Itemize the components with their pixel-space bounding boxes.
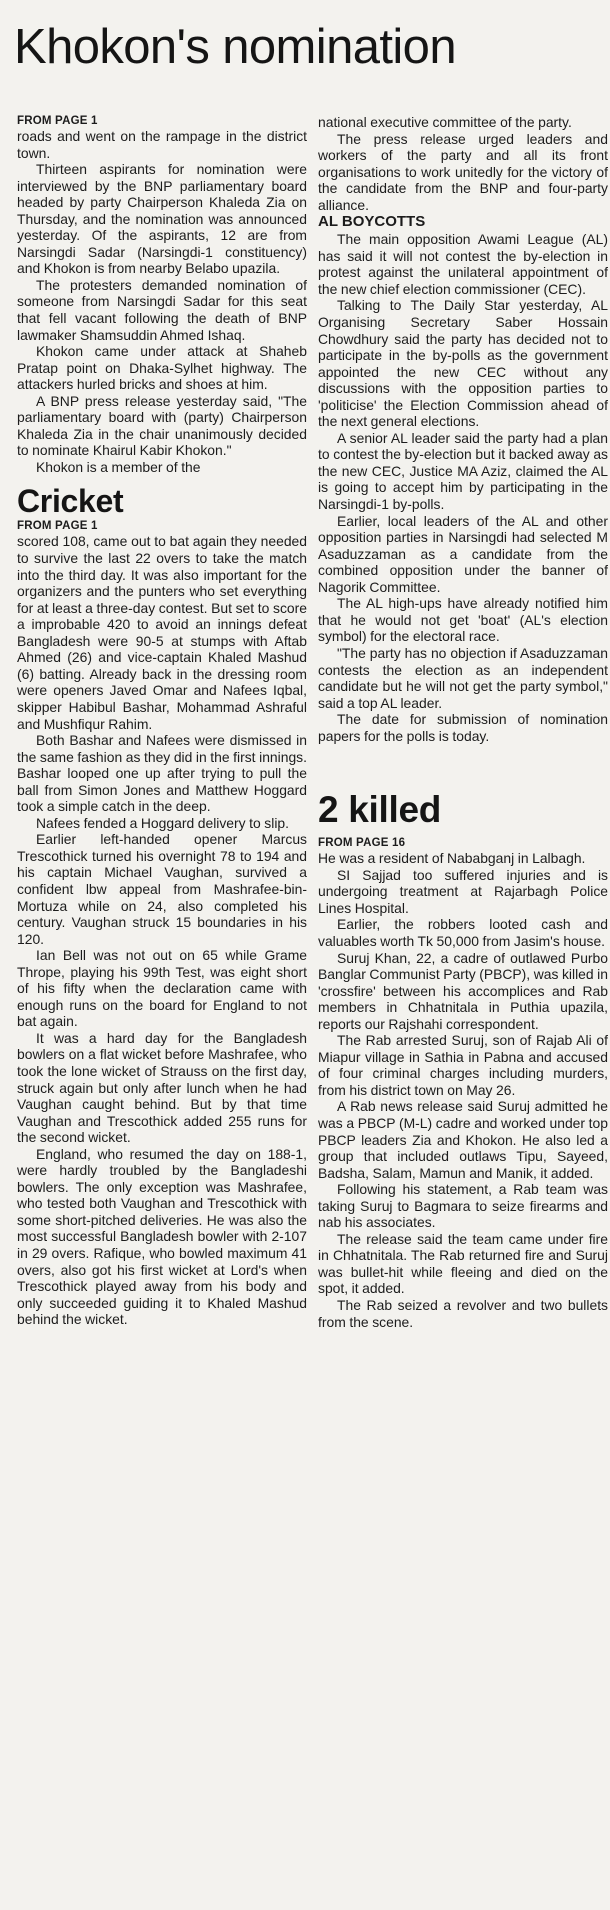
article-paragraph: roads and went on the rampage in the district town. — [17, 128, 307, 161]
article-paragraph: He was a resident of Nababganj in Lalbagh. — [318, 850, 586, 867]
article-paragraph: Following his statement, a Rab team was taking Suruj to Bagmara to seize firearms and nab his associates. — [318, 1181, 608, 1231]
article-paragraph: A senior AL leader said the party had a plan to contest the by-election but it backed away as the new CEC, Justice MA Aziz, claimed the AL is going to accept him by participating in the Narsingdi-1 by-polls. — [318, 429, 608, 513]
article-paragraph: The release said the team came under fire in Chhatnitala. The Rab returned fire and Suruj was bullet-hit while fleeing and died on the spot, it added. — [318, 1230, 608, 1297]
article-paragraph: A BNP press release yesterday said, "The parliamentary board with (party) Chairperson Khaleda Zia in the chair unanimously decided to nominate Khairul Kabir Khokon." — [17, 392, 307, 459]
right-column — [318, 114, 608, 1330]
article-paragraph: "The party has no objection if Asaduzzaman contests the election as an independent candidate but he will not get the party symbol," said a top AL leader. — [318, 644, 608, 711]
article-paragraph: The Rab seized a revolver and two bullets from the scene. — [318, 1297, 608, 1330]
jump-label: FROM PAGE 16 — [318, 837, 406, 850]
section-title-cricket: Cricket — [17, 483, 124, 520]
article-paragraph: Both Bashar and Nafees were dismissed in the same fashion as they did in the first innings. Bashar looped one up after trying to pull the ball from Simon Jones and Matthew Hoggard took a simple catch in the deep. — [17, 732, 307, 815]
article-paragraph: Earlier left-handed opener Marcus Trescothick turned his overnight 78 to 194 and his captain Michael Vaughan, survived a confident lbw appeal from Mashrafee-bin-Mortuza while on 24, also completed his century. Vaughan struck 15 boundaries in his 120. — [17, 831, 307, 947]
article-paragraph: England, who resumed the day on 188-1, were hardly troubled by the Bangladeshi bowlers. The only exception was Mashrafee, who tested both Vaughan and Trescothick with some short-pitched deliveries. He was also the most successful Bangladesh bowler with 2-107 in 29 overs. Rafique, who bowled maximum 41 overs, also got his first wicket at Lord's when Trescothick played away from his body and only succeeded guiding it to Khaled Mashud behind the wicket. — [17, 1145, 307, 1328]
article-paragraph: national executive committee of the party. — [318, 114, 572, 130]
subhead-al-boycotts: AL BOYCOTTS — [318, 213, 426, 231]
article-paragraph: SI Sajjad too suffered injuries and is undergoing treatment at Rajarbagh Police Lines Hospital. — [318, 866, 608, 916]
article-paragraph: The main opposition Awami League (AL) has said it will not contest the by-election in protest against the unilateral appointment of the new chief election commissioner (CEC). — [318, 231, 608, 297]
article-paragraph: Earlier, the robbers looted cash and valuables worth Tk 50,000 from Jasim's house. — [318, 916, 608, 949]
article-paragraph: Suruj Khan, 22, a cadre of outlawed Purbo Banglar Communist Party (PBCP), was killed in 'crossfire' between his accomplices and Rab members in Chhatnitala in Puthia upazila, reports our Rajshahi correspondent. — [318, 949, 608, 1032]
article-paragraph: scored 108, came out to bat again they needed to survive the last 22 overs to take the match into the third day. It was also important for the organizers and the punters who set everything for at least a three-day contest. But set to score a improbable 420 to avoid an innings defeat Bangladesh were 90-5 at stumps with Aftab Ahmed (26) and vice-captain Khaled Mashud (6) batting. Already back in the dressing room were openers Javed Omar and Nafees Iqbal, skipper Habibul Bashar, Mohammad Ashraful and Mushfiqur Rahim. — [17, 533, 307, 732]
article-paragraph: A Rab news release said Suruj admitted he was a PBCP (M-L) cadre and worked under top PBCP leaders Zia and Khokon. He also led a group that included outlaws Tipu, Sayeed, Badsha, Salam, Mamun and Manik, it added. — [318, 1098, 608, 1181]
jump-label: FROM PAGE 1 — [17, 115, 98, 127]
article-paragraph: Earlier, local leaders of the AL and other opposition parties in Narsingdi had selected M Asaduzzaman as a candidate from the combined opposition under the banner of Nagorik Committee. — [318, 512, 608, 595]
article-paragraph: The protesters demanded nomination of someone from Narsingdi Sadar for this seat that fell vacant following the death of BNP lawmaker Shamsuddin Ahmed Ishaq. — [17, 276, 307, 343]
article-paragraph: Khokon came under attack at Shaheb Pratap point on Dhaka-Sylhet highway. The attackers hurled bricks and shoes at him. — [17, 343, 307, 393]
jump-label: FROM PAGE 1 — [17, 520, 98, 533]
article-paragraph: The AL high-ups have already notified him that he would not get 'boat' (AL's election symbol) for the electoral race. — [318, 595, 608, 645]
article-paragraph: It was a hard day for the Bangladesh bowlers on a flat wicket before Mashrafee, who took the lone wicket of Strauss on the first day, struck again but only after lunch when he had Vaughan caught behind. But by that time Vaughan and Trescothick added 255 runs for the second wicket. — [17, 1029, 307, 1146]
article-paragraph: The press release urged leaders and workers of the party and all its front organisations to work unitedly for the victory of the candidate from the BNP and four-party alliance. — [318, 130, 608, 213]
article-paragraph: Thirteen aspirants for nomination were interviewed by the BNP parliamentary board headed by party Chairperson Khaleda Zia on Thursday, and the nomination was announced yesterday. Of the aspirants, 12 are from Narsingdi Sadar (Narsingdi-1 constituency) and Khokon is from nearby Belabo upazila. — [17, 161, 307, 277]
left-column — [17, 114, 307, 1328]
section-title-2-killed: 2 killed — [318, 789, 442, 831]
article-paragraph: Khokon is a member of the — [36, 458, 201, 475]
article-paragraph: Ian Bell was not out on 65 while Grame Thrope, playing his 99th Test, was eight short of his fifty when the declaration came with enough runs on the board for England to not bat again. — [17, 947, 307, 1030]
article-paragraph: Talking to The Daily Star yesterday, AL Organising Secretary Saber Hossain Chowdhury said the party has decided not to participate in the by-polls as the government appointed the new CEC without any discussions with the opposition parties to 'politicise' the Election Commission ahead of the next general elections. — [318, 297, 608, 430]
article-paragraph: The Rab arrested Suruj, son of Rajab Ali of Miapur village in Sathia in Pabna and accused of four criminal charges including murders, from his district town on May 26. — [318, 1032, 608, 1098]
article-paragraph: Nafees fended a Hoggard delivery to slip. — [36, 814, 290, 831]
article-paragraph: The date for submission of nomination papers for the polls is today. — [318, 711, 608, 744]
page-headline: Khokon's nomination — [14, 20, 456, 74]
